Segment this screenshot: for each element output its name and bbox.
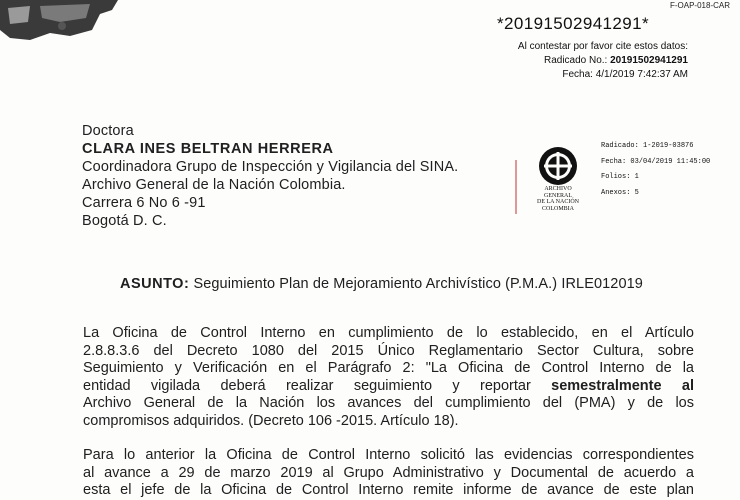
stamp-anexos: Anexos: 5: [601, 188, 639, 197]
radicado-label: Radicado No.:: [543, 55, 608, 66]
letterhead-logo: [0, 0, 125, 42]
stamp-folios: Folios: 1: [601, 173, 639, 181]
paragraph-line: Para lo anterior la Oficina de Control Interno solicitó las evidencias correspondientes: [83, 447, 694, 463]
reception-stamp: [528, 136, 718, 216]
recipient-name: CLARA INES BELTRAN HERRERA: [82, 141, 334, 157]
paragraph-1: [83, 325, 694, 430]
subject-text: Seguimiento Plan de Mejoramiento Archivístico (P.M.A.) IRLE012019: [193, 276, 643, 292]
recipient-position: Coordinadora Grupo de Inspección y Vigilancia del SINA.: [82, 159, 459, 175]
subject-line: [120, 276, 643, 292]
bold-phrase: semestralmente al: [551, 377, 695, 394]
subject-label: ASUNTO:: [120, 276, 190, 292]
paragraph-line-text: entidad vigilada deberá realizar seguimiento y reportar: [83, 377, 531, 394]
paragraph-line: Archivo General de la Nación los avances del cumplimiento del (PMA) y de los: [83, 395, 694, 411]
paragraph-line-with-bold: [83, 378, 694, 396]
paragraph-line: Seguimiento y Verificación en el Parágrafo 2: "La Oficina de Control Interno de la: [83, 360, 694, 376]
radicado-date: Fecha: 4/1/2019 7:42:37 AM: [562, 69, 688, 80]
radicado-line: [488, 54, 688, 68]
stamp-date: Fecha: 03/04/2019 11:45:00: [601, 157, 711, 166]
paragraph-line: esta el jefe de la Oficina de Control Interno remite informe de avance de este plan: [83, 482, 694, 498]
recipient-address: Carrera 6 No 6 -91: [82, 195, 206, 211]
radicado-box: [488, 40, 688, 82]
stamp-caption-line: GENERAL: [544, 192, 572, 199]
archive-seal-icon: [538, 146, 578, 186]
stamp-caption: [528, 186, 588, 212]
stamp-caption-line: DE LA NACIÓN: [537, 199, 579, 205]
document-code: F-OAP-018-CAR: [669, 1, 730, 10]
paragraph-line: compromisos adquiridos. (Decreto 106 -2015. Artículo 18).: [83, 412, 459, 429]
stamp-margin-mark: [515, 160, 517, 214]
cite-notice: Al contestar por favor cite estos datos:: [517, 41, 688, 52]
paragraph-2: [83, 447, 694, 500]
barcode-number: *20191502941291*: [497, 14, 649, 33]
paragraph-line: al avance a 29 de marzo 2019 al Grupo Administrativo y Documental de acuerdo a: [83, 464, 694, 481]
stamp-details: [601, 139, 710, 201]
recipient-title: Doctora: [82, 123, 134, 139]
paragraph-line: La Oficina de Control Interno en cumplimiento de lo establecido, en el Artículo: [83, 325, 694, 341]
paragraph-line: 2.8.8.3.6 del Decreto 1080 del 2015 Único Reglamentario Sector Cultura, sobre: [83, 342, 694, 359]
recipient-city: Bogotá D. C.: [82, 213, 167, 229]
stamp-caption-line: ARCHIVO: [544, 186, 572, 192]
stamp-radicado: Radicado: 1-2019-03876: [601, 142, 694, 150]
radicado-number: 20191502941291: [610, 55, 688, 66]
recipient-organization: Archivo General de la Nación Colombia.: [82, 177, 346, 193]
recipient-block: [82, 122, 458, 230]
stamp-caption-line: COLOMBIA: [541, 205, 574, 212]
